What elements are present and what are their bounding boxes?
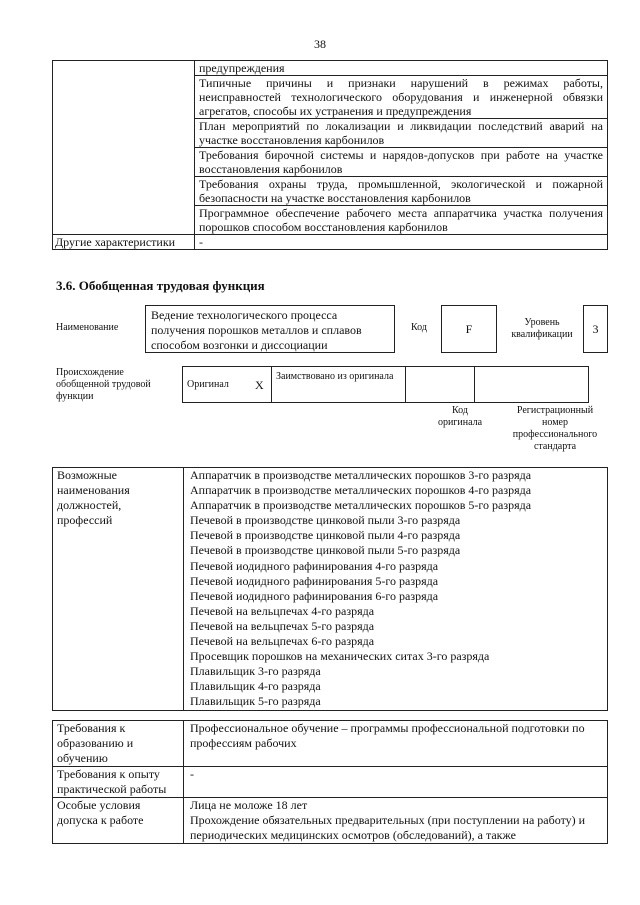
other-characteristics-value: - [195,235,608,250]
experience-label: Требования к опыту практической работы [53,767,184,798]
list-item: Печевой в производстве цинковой пыли 3-го разряда [190,513,461,528]
condition-line: Лица не моложе 18 лет [190,798,308,812]
table-cell: Требования охраны труда, промышленной, экологической и пожарной безопасности на участке восстановления карбонилов [195,177,608,206]
other-characteristics-label: Другие характеристики [53,235,195,250]
experience-value: - [184,767,608,798]
table-cell: План мероприятий по локализации и ликвидации последствий аварий на участке восстановления карбонилов [195,119,608,148]
table-row [53,61,608,76]
borrowed-label: Заимствовано из оригинала [272,367,406,403]
table-label-cell [53,61,195,235]
origin-table [182,366,589,403]
original-mark: X [251,367,272,403]
special-conditions-label: Особые условия допуска к работе [53,798,184,844]
education-value: Профессиональное обучение – программы профессиональной подготовки по профессиям рабочих [184,721,608,767]
table-cell: предупреждения [195,61,608,76]
table-row [53,767,608,798]
reg-number-cell [475,367,589,403]
code-value-box: F [441,305,497,353]
level-value-box: 3 [583,305,608,353]
section-title: 3.6. Обобщенная трудовая функция [56,278,265,293]
level-label: Уровень квалификации [511,317,573,340]
table-row [53,798,608,844]
table-cell: Программное обеспечение рабочего места аппаратчика участка получения порошков способом восстановления карбонилов [195,206,608,235]
list-item: Печевой иодидного рафинирования 5-го разряда [190,573,439,588]
list-item: Плавильщик 3-го разряда [190,664,321,679]
reg-number-caption: Регистрационный номер профессионального стандарта [512,405,598,452]
requirements-table [52,720,608,844]
table-cell: Типичные причины и признаки нарушений в режимах работы, неисправностей технологического оборудования и инженерной обвязки агрегатов, способы их устранения и предупреждения [195,76,608,119]
list-item: Плавильщик 4-го разряда [190,679,321,694]
positions-list [184,468,608,711]
page-number: 38 [314,37,326,51]
list-item: Аппаратчик в производстве металлических порошков 5-го разряда [190,498,532,513]
function-name-box: Ведение технологического процесса получения порошков металлов и сплавов способом возгонки и диссоциации [145,305,395,353]
origin-label: Происхождение обобщенной трудовой функции [56,367,151,402]
list-item: Печевой на вельцпечах 5-го разряда [190,618,375,633]
list-item: Печевой в производстве цинковой пыли 4-го разряда [190,528,461,543]
condition-line: Прохождение обязательных предварительных (при поступлении на работу) и периодических медицинских осмотров (обследований), а также [190,813,586,842]
table-row [183,367,589,403]
list-item: Просевщик порошков на механических ситах 3-го разряда [190,649,490,664]
table-row [53,721,608,767]
original-code-cell [406,367,475,403]
table-cell: Требования бирочной системы и нарядов-допусков при работе на участке восстановления карбонилов [195,148,608,177]
table-row [53,235,608,250]
name-label: Наименование [56,322,119,333]
list-item: Печевой на вельцпечах 6-го разряда [190,634,375,649]
list-item: Аппаратчик в производстве металлических порошков 3-го разряда [190,468,532,482]
education-label: Требования к образованию и обучению [53,721,184,767]
code-label: Код [411,322,427,333]
list-item: Печевой в производстве цинковой пыли 5-го разряда [190,543,461,558]
code-original-caption: Код оригинала [437,405,483,428]
list-item: Плавильщик 5-го разряда [190,694,321,709]
positions-label: Возможные наименования должностей, профессий [53,468,184,711]
list-item: Аппаратчик в производстве металлических порошков 4-го разряда [190,483,532,498]
original-label: Оригинал [183,367,252,403]
list-item: Печевой на вельцпечах 4-го разряда [190,603,375,618]
table-row [53,468,608,711]
knowledge-table-continuation [52,60,608,250]
positions-table [52,467,608,711]
list-item: Печевой иодидного рафинирования 6-го разряда [190,588,439,603]
special-conditions-value [184,798,608,844]
list-item: Печевой иодидного рафинирования 4-го разряда [190,558,439,573]
